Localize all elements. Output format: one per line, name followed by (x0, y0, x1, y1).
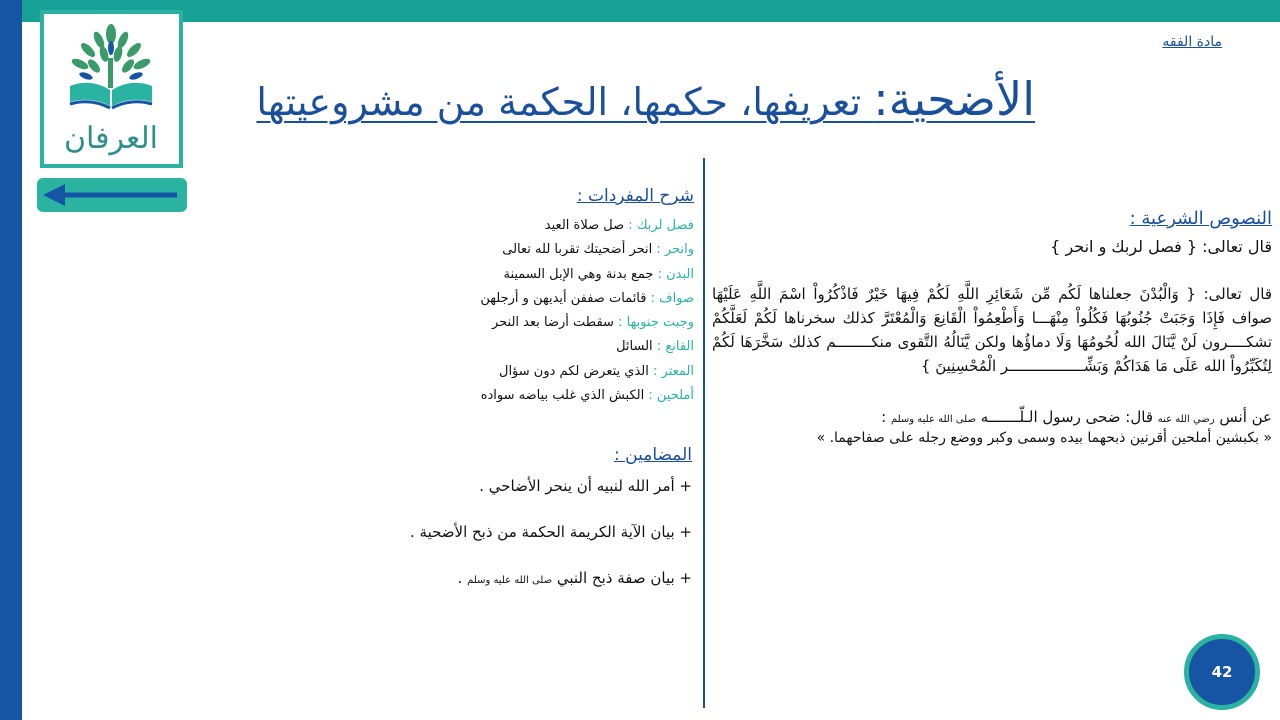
page-title-rest: تعريفها، حكمها، الحكمة من مشروعيتها (256, 80, 874, 124)
contents-heading: المضامين : (614, 445, 692, 465)
vocab-separator: : (613, 315, 627, 331)
vocab-item (400, 214, 694, 238)
vocab-term: البدن (666, 266, 694, 282)
top-bar (0, 0, 1280, 22)
vocab-separator: : (648, 363, 662, 379)
logo (40, 10, 183, 168)
arrow-left-icon (37, 178, 187, 212)
vocab-definition: قائمات صففن أيديهن و أرجلهن (480, 290, 647, 306)
vocab-definition: الذي يتعرض لكم دون سؤال (499, 363, 649, 379)
back-button[interactable] (37, 178, 187, 212)
verse-2: قال تعالى: { وَالْبُدْنَ جعلناها لَكُم مِّن شَعَائِرِ اللَّهِ لَكُمْ فِيهَا خَيْرٌ فَاذْكُرُواْ اسْمَ اللَّهِ عَلَيْهَا صواف فَإِذَا وَجَبَتْ جُنُوبُهَا فَكُلُواْ مِنْهَـــا وَأَطْعِمُواْ الْقَانِعَ وَالْمُعْتَرَّ كذلك سخرناها لَكُمْ لَعَلَّكُمْ تشكــــرون لَنْ يَّنَالَ الله لُحُومُهَا وَلَا دماؤُها ولكن يَّنَالُهُ التَّقوى منكــــــــم كذلك سَخَّرَهَا لَكُمْ لِتُكَبِّرُواْ الله عَلَى مَا هَدَاكُمْ وَبَشِّـــــــــــــــــر الْمُحْسِنِينَ } (712, 285, 1272, 375)
content-item-1: + أمر الله لنبيه أن ينحر الأضاحي . (479, 477, 692, 495)
vocab-item (400, 287, 694, 311)
vocab-item (400, 263, 694, 287)
content-item-3-a: + بيان صفة ذبح النبي (552, 569, 692, 587)
vocab-separator: : (644, 388, 657, 404)
vocab-definition: جمع بدنة وهي الإبل السمينة (503, 266, 654, 282)
page-title-main: الأضحية: (873, 72, 1035, 126)
vocab-item (400, 360, 694, 384)
vocab-separator: : (653, 266, 667, 282)
hadith-honorific-2: صلى الله عليه وسلم (890, 414, 976, 425)
hadith-intro-a: عن أنس (1214, 408, 1272, 426)
vocab-definition: صل صلاة العيد (544, 218, 625, 233)
logo-text: العرفان (63, 121, 159, 156)
vocab-definition: سقطت أرضا بعد النحر (491, 315, 614, 331)
book-tree-logo-icon (44, 14, 179, 164)
subject-link[interactable]: مادة الفقه (1162, 34, 1222, 50)
vocab-heading: شرح المفردات : (576, 186, 694, 206)
vocab-definition: انحر أضحيتك تقربا لله تعالى (502, 242, 653, 258)
vocab-term: أملحين (656, 388, 694, 404)
vocab-term: وجبت جنوبها (626, 315, 694, 331)
content-honorific: صلى الله عليه وسلم (467, 575, 553, 586)
vocab-separator: : (652, 242, 665, 258)
sharia-texts-heading: النصوص الشرعية : (1129, 208, 1272, 229)
vocab-term: صواف (659, 290, 694, 306)
content-item-2: + بيان الآية الكريمة الحكمة من ذبح الأضحية . (409, 523, 692, 541)
left-bar (0, 0, 22, 720)
hadith-intro-b: قال: ضحى رسول الـلّـــــــه (975, 408, 1158, 426)
vocab-separator: : (624, 218, 637, 233)
vocab-section (400, 186, 694, 408)
vocab-item (400, 311, 694, 335)
hadith-text: « بكبشين أملحين أقرنين ذبحهما بيده وسمى وكبر ووضع رجله على صفاحهما. » (816, 430, 1272, 446)
page-title (195, 72, 1035, 126)
vocab-item (400, 335, 694, 359)
content-item-3 (380, 569, 692, 587)
vocab-term: وانحر (664, 242, 694, 258)
hadith-intro-c: : (881, 408, 891, 426)
vocab-item (400, 238, 694, 262)
vocab-item (400, 384, 694, 408)
vocab-term: فصل لربك (636, 218, 694, 233)
vocab-definition: السائل (616, 339, 653, 355)
content-item-3-b: . (457, 569, 468, 587)
page-number-badge: 42 (1184, 634, 1260, 710)
vocab-definition: الكبش الذي غلب بياضه سواده (480, 388, 645, 404)
sharia-texts-section (712, 208, 1272, 446)
hadith-intro (712, 408, 1272, 426)
vocab-term: القانع (665, 339, 694, 355)
vocab-term: المعتر (661, 363, 694, 379)
vocab-separator: : (652, 339, 666, 355)
column-divider (703, 158, 705, 708)
hadith-honorific-1: رضي الله عنه (1157, 414, 1215, 425)
vocab-separator: : (646, 290, 660, 306)
verse-1: قال تعالى: { فصل لربك و انحر } (1050, 237, 1272, 256)
contents-section (380, 445, 692, 615)
